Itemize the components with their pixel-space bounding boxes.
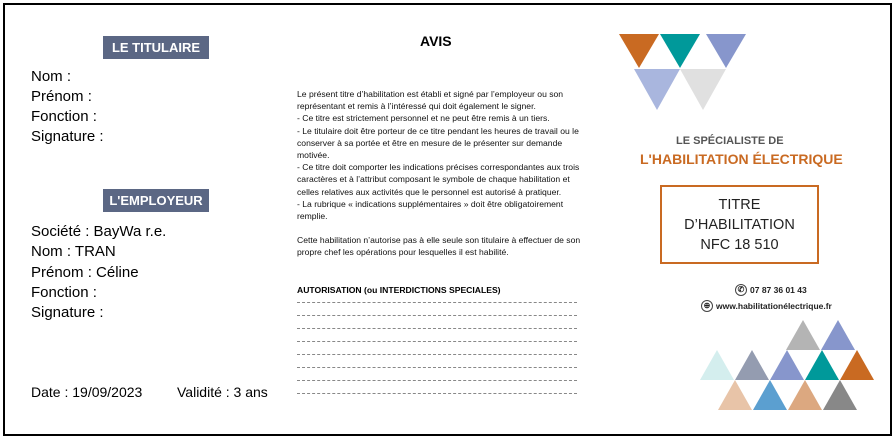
titre-line: D’HABILITATION (684, 217, 795, 233)
logo-triangle (735, 350, 769, 380)
titulaire-header: LE TITULAIRE (103, 36, 209, 59)
logo-triangle (660, 34, 700, 68)
avis-paragraph: - Le titulaire doit être porteur de ce titre pendant les heures de travail ou le conserver à sa portée et être en mesure de le présenter sur demande motivée. (297, 125, 579, 161)
autorisation-title: AUTORISATION (ou INTERDICTIONS SPECIALES) (297, 285, 501, 295)
logo-triangle (680, 69, 726, 110)
titulaire-nom: Nom : (31, 68, 72, 85)
date: Date : 19/09/2023 (31, 384, 143, 400)
titulaire-signature: Signature : (31, 128, 104, 145)
logo-triangle (718, 380, 752, 410)
logo-triangle (821, 320, 855, 350)
website[interactable] (701, 300, 832, 312)
logo-triangle (700, 350, 734, 380)
logo-triangle (770, 350, 804, 380)
employeur-header: L'EMPLOYEUR (103, 189, 209, 212)
employeur-prenom: Prénom : Céline (31, 264, 139, 281)
validite: Validité : 3 ans (177, 384, 268, 400)
logo-triangle (788, 380, 822, 410)
employeur-signature: Signature : (31, 304, 104, 321)
employeur-fonction: Fonction : (31, 284, 97, 301)
employeur-nom: Nom : TRAN (31, 243, 116, 260)
phone-icon: ✆ (735, 284, 747, 296)
logo-triangle (753, 380, 787, 410)
titre-line: TITRE (718, 197, 761, 213)
globe-icon: ⊕ (701, 300, 713, 312)
avis-paragraph: - Ce titre est strictement personnel et ne peut être remis à un tiers. (297, 113, 550, 124)
titre-box (660, 185, 819, 264)
tagline-2: L'HABILITATION ÉLECTRIQUE (640, 151, 843, 167)
avis-paragraph: Cette habilitation n’autorise pas à elle seule son titulaire à effectuer de son propre chef les opérations pour lesquelles il est habilité. (297, 235, 581, 258)
titulaire-prenom: Prénom : (31, 88, 92, 105)
logo-triangle (823, 380, 857, 410)
avis-paragraph: Le présent titre d’habilitation est établi et signé par l’employeur ou son représentant et remis à l’intéressé qui doit également le signer. (297, 89, 564, 112)
employeur-societe: Société : BayWa r.e. (31, 223, 167, 240)
phone-number: 07 87 36 01 43 (750, 285, 807, 295)
avis-paragraph: - Ce titre doit comporter les indications précises correspondantes aux trois caractères et à l’attribut composant le symbole de chaque habilitation et celles relatives aux activités que le personnel est autorisé à pratiquer. (297, 162, 580, 197)
titre-line: NFC 18 510 (700, 237, 779, 253)
titulaire-fonction: Fonction : (31, 108, 97, 125)
tagline-1: LE SPÉCIALISTE DE (676, 135, 784, 147)
phone (735, 284, 807, 296)
logo-triangle (840, 350, 874, 380)
logo-triangle (619, 34, 659, 68)
logo-triangle (805, 350, 839, 380)
logo-triangle (706, 34, 746, 68)
logo-triangle (634, 69, 680, 110)
logo-triangle (786, 320, 820, 350)
avis-paragraph: - La rubrique « indications supplémentaires » doit être obligatoirement remplie. (297, 198, 564, 222)
avis-title: AVIS (420, 33, 452, 49)
website-link[interactable]: www.habilitationélectrique.fr (716, 301, 832, 311)
